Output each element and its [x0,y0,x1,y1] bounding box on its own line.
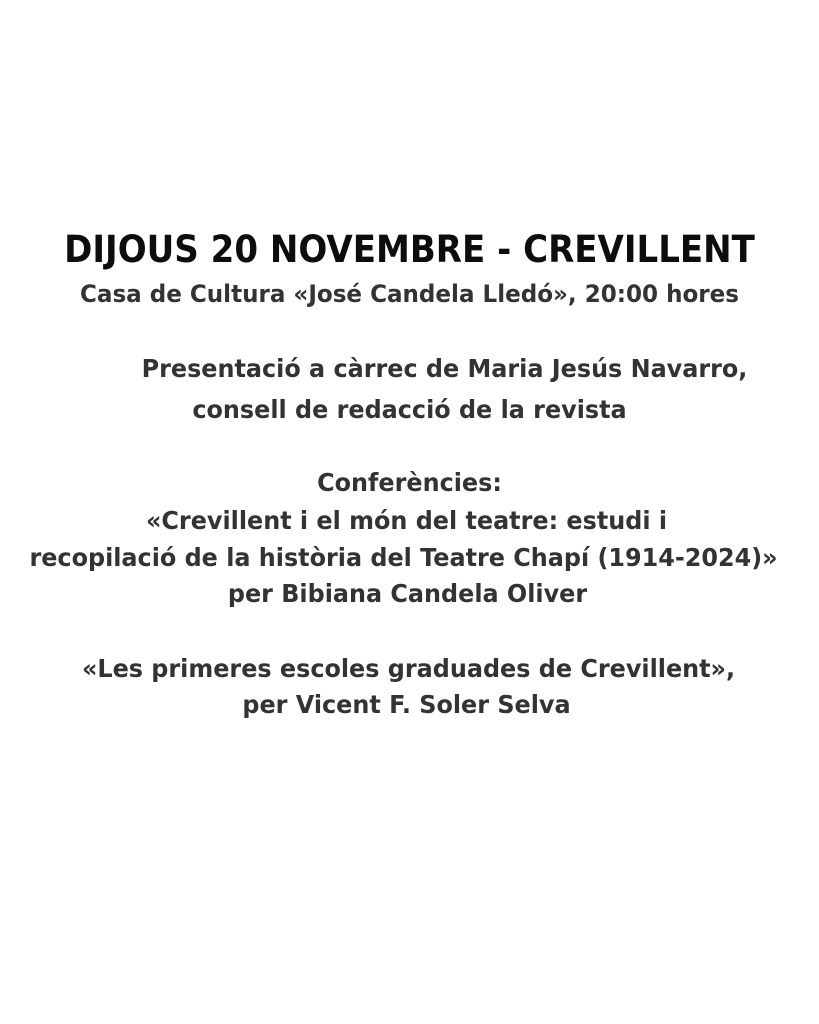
talk-1-speaker: per Bibiana Candela Oliver [227,579,588,608]
talk-2-title: «Les primeres escoles graduades de Crevillent», [81,654,736,683]
talk-2-speaker: per Vicent F. Soler Selva [242,690,571,719]
conferences-heading: Conferències: [317,468,502,497]
presentation-line-1: Presentació a càrrec de Maria Jesús Navarro, [141,354,748,383]
presentation-line-2: consell de redacció de la revista [192,395,627,424]
talk-1-title-line-2: recopilació de la història del Teatre Chapí (1914-2024)» [29,543,778,572]
talk-1-title-line-1: «Crevillent i el món del teatre: estudi i [145,506,668,535]
event-venue: Casa de Cultura «José Candela Lledó», 20:00 hores [79,280,740,308]
event-headline: DIJOUS 20 NOVEMBRE - CREVILLENT [64,228,755,271]
